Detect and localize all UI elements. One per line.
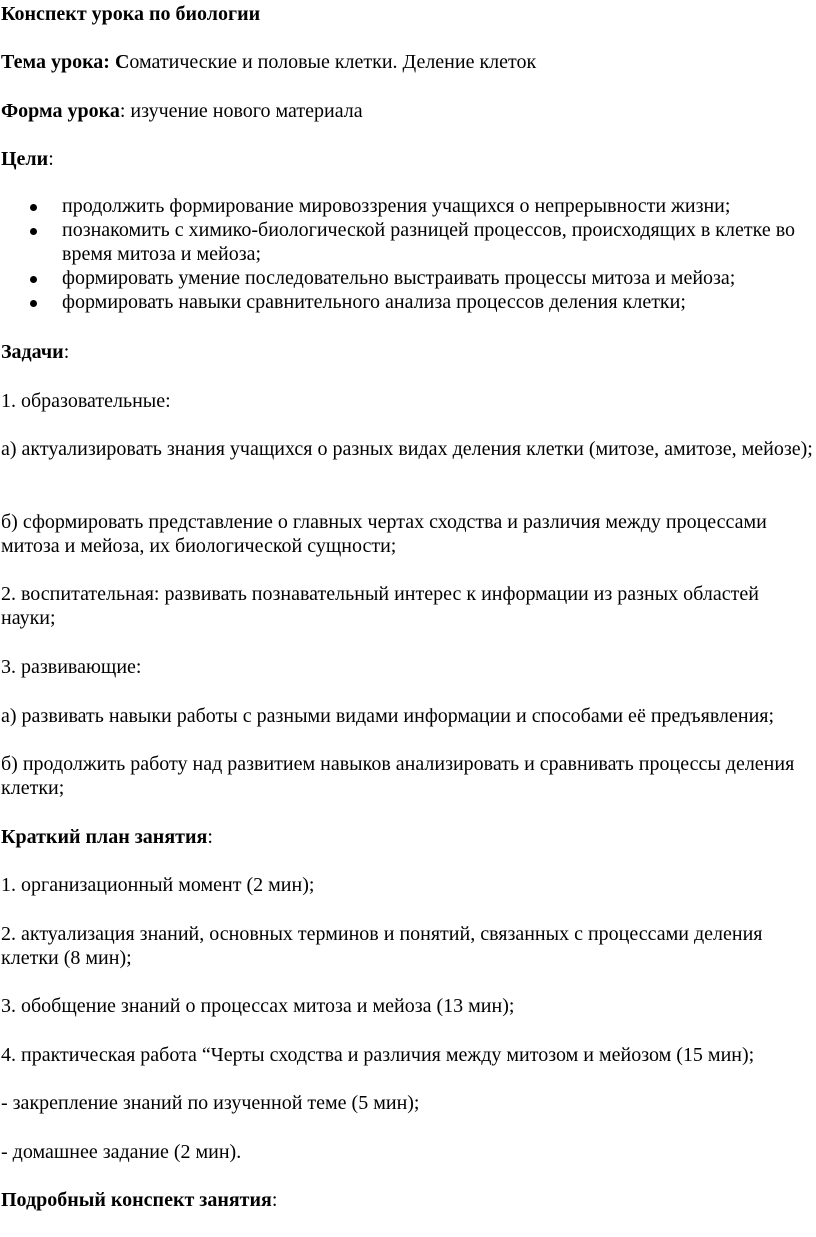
bullet-icon (30, 204, 37, 211)
tasks-heading (1, 340, 69, 364)
tasks-label: Задачи (1, 341, 64, 363)
topic-value: оматические и половые клетки. Деление клеток (129, 51, 537, 73)
plan-line: 1. организационный момент (2 мин); (1, 874, 315, 896)
bullet-icon (30, 300, 37, 307)
goal-text: формировать умение последовательно выстраивать процессы митоза и мейоза; (62, 267, 736, 289)
goal-text: продолжить формирование мировоззрения учащихся о непрерывности жизни; (62, 195, 731, 217)
detailed-heading (1, 1188, 277, 1212)
task-line: б) продолжить работу над развитием навыков анализировать и сравнивать процессы деления клетки; (1, 753, 795, 799)
detailed-suffix: : (271, 1189, 278, 1211)
plan-suffix: : (207, 826, 213, 848)
plan-heading (1, 825, 213, 849)
bullet-icon (30, 228, 37, 235)
plan-line: - закрепление знаний по изученной теме (5 мин); (1, 1092, 420, 1114)
tasks-suffix: : (63, 341, 70, 363)
form-value: : изучение нового материала (119, 100, 363, 122)
list-item (0, 218, 812, 266)
plan-line: 2. актуализация знаний, основных терминов и понятий, связанных с процессами деления клетки (8 мин); (1, 923, 763, 969)
task-line: а) актуализировать знания учащихся о разных видах деления клетки (митозе, амитозе, мейозе); (1, 438, 813, 460)
goals-heading (1, 147, 54, 171)
plan-label: Краткий план занятия (1, 826, 208, 848)
goal-text: формировать навыки сравнительного анализа процессов деления клетки; (62, 291, 686, 313)
detailed-label: Подробный конспект занятия (1, 1189, 272, 1211)
list-item (0, 194, 812, 218)
goals-suffix: : (48, 148, 54, 170)
task-line: 3. развивающие: (1, 656, 142, 678)
bullet-icon (30, 276, 37, 283)
list-item (0, 290, 812, 314)
form-line (1, 99, 363, 123)
topic-label: Тема урока: С (1, 51, 130, 73)
document-title (1, 2, 260, 26)
plan-line: 4. практическая работа “Черты сходства и различия между митозом и мейозом (15 мин); (1, 1044, 755, 1066)
task-line: 1. образовательные: (1, 390, 171, 412)
plan-line: - домашнее задание (2 мин). (1, 1141, 242, 1163)
title-text: Конспект урока по биологии (1, 3, 261, 25)
form-label: Форма урока (1, 100, 120, 122)
task-line: б) сформировать представление о главных чертах сходства и различия между процессами митоза и мейоза, их биологической сущности; (1, 511, 767, 557)
goals-label: Цели (1, 148, 49, 170)
list-item (0, 266, 812, 290)
goals-list (0, 194, 816, 314)
task-line: 2. воспитательная: развивать познавательный интерес к информации из разных областей науки; (1, 583, 759, 629)
topic-line (1, 50, 536, 74)
plan-line: 3. обобщение знаний о процессах митоза и мейоза (13 мин); (1, 995, 515, 1017)
goal-text: познакомить с химико-биологической разницей процессов, происходящих в клетке во время митоза и мейоза; (62, 219, 796, 265)
task-line: а) развивать навыки работы с разными видами информации и способами её предъявления; (1, 705, 775, 727)
